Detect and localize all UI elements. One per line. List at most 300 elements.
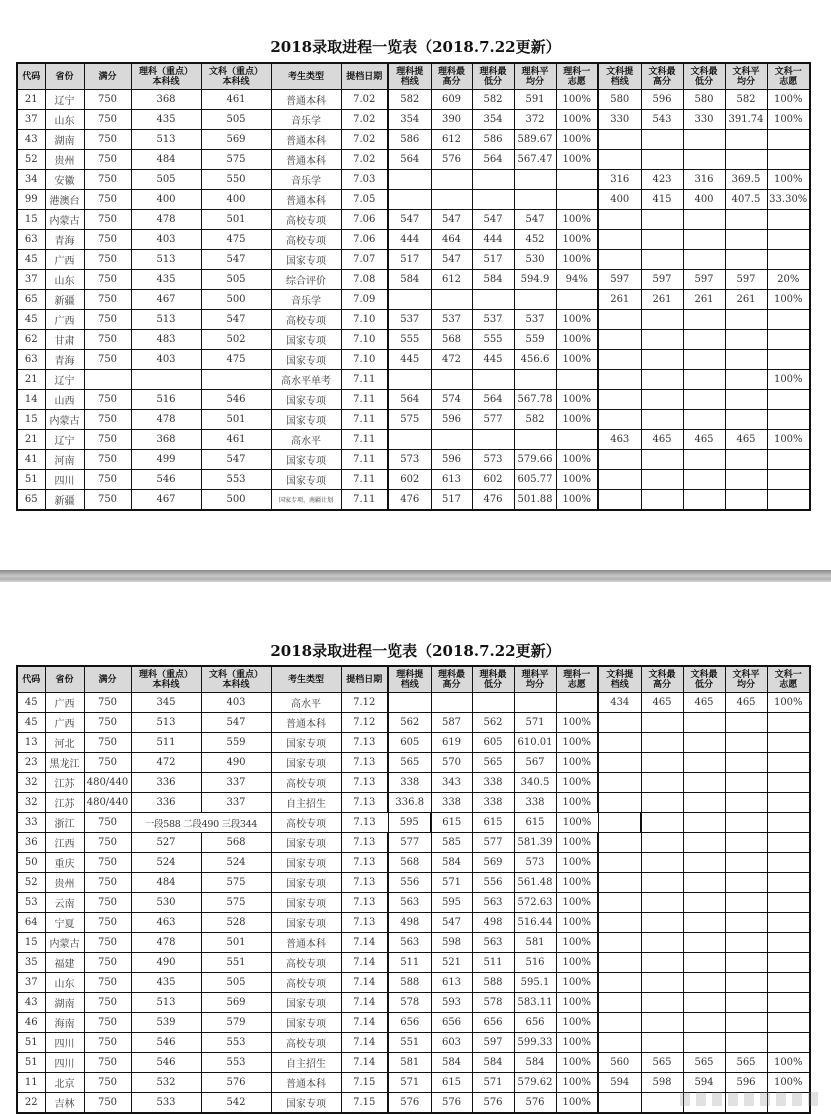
cell-sci-min: 656 — [472, 1013, 514, 1033]
cell-file-date: 7.14 — [341, 1053, 388, 1073]
column-header-student-type: 考生类型 — [271, 666, 341, 693]
cell-sci-first-choice: 100% — [556, 813, 598, 833]
cell-province: 黑龙江 — [45, 753, 84, 773]
cell-file-date: 7.11 — [341, 410, 388, 430]
cell-lib-max — [641, 713, 683, 733]
cell-science-line: 467 — [131, 490, 201, 511]
cell-lib-file-line — [598, 973, 641, 993]
cell-lib-avg — [725, 873, 767, 893]
cell-lib-avg — [725, 350, 767, 370]
cell-lib-file-line — [598, 490, 641, 511]
cell-sci-first-choice: 100% — [556, 90, 598, 110]
cell-lib-max — [641, 470, 683, 490]
cell-sci-min: 537 — [472, 310, 514, 330]
cell-code: 15 — [17, 410, 45, 430]
cell-full-score — [84, 370, 131, 390]
cell-province: 广西 — [45, 250, 84, 270]
cell-science-line: 483 — [131, 330, 201, 350]
cell-sci-max — [431, 190, 472, 210]
cell-liberal-line: 500 — [201, 490, 271, 511]
cell-province: 辽宁 — [45, 90, 84, 110]
cell-sci-first-choice: 100% — [556, 310, 598, 330]
cell-science-line: 478 — [131, 933, 201, 953]
cell-lib-max — [641, 150, 683, 170]
cell-lib-avg: 596 — [725, 1073, 767, 1093]
cell-lib-avg — [725, 893, 767, 913]
cell-code: 34 — [17, 170, 45, 190]
cell-file-date: 7.13 — [341, 813, 388, 833]
cell-lib-file-line — [598, 410, 641, 430]
cell-sci-max: 576 — [431, 1093, 472, 1114]
cell-science-line: 516 — [131, 390, 201, 410]
cell-sci-min: 354 — [472, 110, 514, 130]
cell-lib-min: 565 — [683, 1053, 725, 1073]
cell-code: 63 — [17, 350, 45, 370]
cell-student-type: 高校专项 — [271, 773, 341, 793]
cell-sci-avg: 584 — [514, 1053, 556, 1073]
cell-sci-file-line: 573 — [388, 450, 431, 470]
cell-lib-min — [683, 1013, 725, 1033]
column-header-science-line: 理科（重点） 本科线 — [131, 666, 201, 693]
cell-lib-max — [641, 330, 683, 350]
cell-file-date: 7.13 — [341, 773, 388, 793]
cell-sci-first-choice: 100% — [556, 470, 598, 490]
cell-sci-avg: 456.6 — [514, 350, 556, 370]
cell-lib-min — [683, 490, 725, 511]
cell-sci-file-line: 584 — [388, 270, 431, 290]
cell-lib-first-choice: 33.30% — [767, 190, 810, 210]
cell-file-date: 7.13 — [341, 733, 388, 753]
cell-sci-max: 619 — [431, 733, 472, 753]
column-header-file-date: 提档日期 — [341, 666, 388, 693]
cell-lib-file-line — [598, 350, 641, 370]
cell-full-score: 750 — [84, 290, 131, 310]
cell-full-score: 750 — [84, 430, 131, 450]
cell-student-type: 国家专项 — [271, 250, 341, 270]
cell-sci-min: 586 — [472, 130, 514, 150]
cell-full-score: 750 — [84, 130, 131, 150]
cell-lib-max — [641, 230, 683, 250]
cell-province: 辽宁 — [45, 430, 84, 450]
cell-lib-avg — [725, 390, 767, 410]
cell-lib-file-line: 330 — [598, 110, 641, 130]
cell-sci-max — [431, 370, 472, 390]
cell-lib-min — [683, 793, 725, 813]
cell-sci-avg: 547 — [514, 210, 556, 230]
cell-lib-first-choice — [767, 250, 810, 270]
cell-lib-avg — [725, 150, 767, 170]
cell-sci-avg: 583.11 — [514, 993, 556, 1013]
cell-sci-max: 596 — [431, 410, 472, 430]
cell-code: 51 — [17, 1033, 45, 1053]
cell-sci-max: 547 — [431, 250, 472, 270]
cell-lib-avg — [725, 130, 767, 150]
cell-code: 53 — [17, 893, 45, 913]
cell-sci-file-line: 602 — [388, 470, 431, 490]
cell-lib-min — [683, 370, 725, 390]
cell-sci-file-line: 576 — [388, 1093, 431, 1114]
cell-lib-min — [683, 230, 725, 250]
cell-liberal-line: 475 — [201, 230, 271, 250]
cell-lib-min: 330 — [683, 110, 725, 130]
cell-province: 重庆 — [45, 853, 84, 873]
cell-lib-max: 598 — [641, 1073, 683, 1093]
cell-sci-avg — [514, 170, 556, 190]
cell-file-date: 7.12 — [341, 713, 388, 733]
cell-lib-avg: 407.5 — [725, 190, 767, 210]
cell-code: 45 — [17, 693, 45, 713]
cell-liberal-line: 546 — [201, 390, 271, 410]
cell-student-type: 国家专项 — [271, 993, 341, 1013]
cell-lib-max — [641, 873, 683, 893]
cell-lib-file-line: 400 — [598, 190, 641, 210]
cell-file-date: 7.05 — [341, 190, 388, 210]
table-row — [17, 833, 810, 853]
cell-lib-max — [641, 410, 683, 430]
cell-sci-avg: 581.39 — [514, 833, 556, 853]
cell-science-line: 435 — [131, 270, 201, 290]
cell-sci-avg: 605.77 — [514, 470, 556, 490]
cell-sci-min — [472, 190, 514, 210]
cell-file-date: 7.02 — [341, 150, 388, 170]
cell-code: 52 — [17, 150, 45, 170]
cell-lib-first-choice — [767, 833, 810, 853]
cell-lib-file-line: 463 — [598, 430, 641, 450]
cell-file-date: 7.10 — [341, 350, 388, 370]
cell-lib-avg: 391.74 — [725, 110, 767, 130]
cell-lib-file-line — [598, 230, 641, 250]
cell-liberal-line: 501 — [201, 410, 271, 430]
table-row — [17, 310, 810, 330]
cell-lib-max: 261 — [641, 290, 683, 310]
cell-lib-avg — [725, 953, 767, 973]
cell-science-line: 345 — [131, 693, 201, 713]
cell-science-line: 513 — [131, 130, 201, 150]
cell-sci-first-choice: 100% — [556, 793, 598, 813]
cell-sci-file-line: 582 — [388, 90, 431, 110]
cell-code: 65 — [17, 290, 45, 310]
cell-lib-avg — [725, 1033, 767, 1053]
cell-student-type: 国家专项 — [271, 753, 341, 773]
cell-lib-max — [641, 1093, 683, 1114]
cell-sci-first-choice: 100% — [556, 873, 598, 893]
cell-full-score: 750 — [84, 190, 131, 210]
cell-lib-first-choice: 100% — [767, 370, 810, 390]
cell-liberal-line: 490 — [201, 753, 271, 773]
cell-sci-file-line: 354 — [388, 110, 431, 130]
cell-code: 45 — [17, 250, 45, 270]
cell-lib-max — [641, 933, 683, 953]
cell-sci-max: 656 — [431, 1013, 472, 1033]
column-header-lib-avg: 文科平 均分 — [725, 63, 767, 90]
cell-sci-file-line: 586 — [388, 130, 431, 150]
cell-science-line: 499 — [131, 450, 201, 470]
cell-liberal-line: 575 — [201, 150, 271, 170]
cell-province: 港澳台 — [45, 190, 84, 210]
table-row — [17, 370, 810, 390]
cell-full-score: 750 — [84, 1093, 131, 1114]
cell-sci-max: 537 — [431, 310, 472, 330]
column-header-sci-min: 理科最 低分 — [472, 666, 514, 693]
cell-sci-min: 555 — [472, 330, 514, 350]
cell-lib-file-line — [598, 813, 641, 833]
cell-full-score: 750 — [84, 490, 131, 511]
cell-liberal-line: 547 — [201, 250, 271, 270]
cell-science-line: 一段588 二段490 三段344 — [131, 813, 271, 833]
cell-lib-avg: 582 — [725, 90, 767, 110]
cell-sci-first-choice: 100% — [556, 1033, 598, 1053]
cell-lib-min — [683, 210, 725, 230]
cell-province: 四川 — [45, 1053, 84, 1073]
cell-file-date: 7.14 — [341, 933, 388, 953]
cell-science-line: 463 — [131, 913, 201, 933]
cell-full-score: 750 — [84, 390, 131, 410]
cell-full-score: 750 — [84, 110, 131, 130]
cell-lib-min — [683, 833, 725, 853]
cell-code: 21 — [17, 430, 45, 450]
cell-province: 云南 — [45, 893, 84, 913]
column-header-lib-max: 文科最 高分 — [641, 666, 683, 693]
cell-sci-avg: 567.78 — [514, 390, 556, 410]
cell-full-score: 750 — [84, 973, 131, 993]
cell-lib-file-line — [598, 853, 641, 873]
cell-sci-avg: 340.5 — [514, 773, 556, 793]
cell-full-score: 750 — [84, 953, 131, 973]
cell-sci-max: 603 — [431, 1033, 472, 1053]
cell-lib-file-line — [598, 390, 641, 410]
cell-liberal-line: 505 — [201, 270, 271, 290]
cell-lib-avg — [725, 733, 767, 753]
cell-lib-file-line — [598, 450, 641, 470]
cell-sci-min: 573 — [472, 450, 514, 470]
cell-lib-avg — [725, 1013, 767, 1033]
cell-full-score: 750 — [84, 1053, 131, 1073]
cell-lib-first-choice: 20% — [767, 270, 810, 290]
cell-sci-file-line — [388, 370, 431, 390]
cell-sci-avg: 595.1 — [514, 973, 556, 993]
cell-province: 湖南 — [45, 993, 84, 1013]
cell-lib-file-line — [598, 793, 641, 813]
cell-sci-avg: 572.63 — [514, 893, 556, 913]
cell-lib-avg — [725, 210, 767, 230]
cell-liberal-line: 547 — [201, 713, 271, 733]
cell-science-line: 336 — [131, 793, 201, 813]
cell-lib-max — [641, 250, 683, 270]
cell-file-date: 7.13 — [341, 793, 388, 813]
cell-lib-first-choice — [767, 230, 810, 250]
cell-student-type: 高水平单考 — [271, 370, 341, 390]
cell-lib-file-line — [598, 933, 641, 953]
table-row — [17, 430, 810, 450]
cell-lib-min — [683, 130, 725, 150]
cell-lib-first-choice — [767, 773, 810, 793]
column-header-lib-avg: 文科平 均分 — [725, 666, 767, 693]
cell-lib-min — [683, 390, 725, 410]
column-header-sci-max: 理科最 高分 — [431, 63, 472, 90]
cell-lib-file-line — [598, 250, 641, 270]
cell-sci-file-line — [388, 290, 431, 310]
cell-province: 山西 — [45, 390, 84, 410]
cell-full-score: 750 — [84, 470, 131, 490]
cell-sci-first-choice — [556, 170, 598, 190]
cell-lib-avg — [725, 853, 767, 873]
cell-science-line: 435 — [131, 973, 201, 993]
cell-student-type: 国家专项 — [271, 733, 341, 753]
cell-science-line: 403 — [131, 350, 201, 370]
cell-science-line: 490 — [131, 953, 201, 973]
cell-sci-file-line: 565 — [388, 753, 431, 773]
cell-student-type: 高水平 — [271, 430, 341, 450]
table-row — [17, 170, 810, 190]
cell-province: 河北 — [45, 733, 84, 753]
cell-sci-file-line: 568 — [388, 853, 431, 873]
cell-code: 11 — [17, 1073, 45, 1093]
cell-lib-min — [683, 1033, 725, 1053]
cell-file-date: 7.07 — [341, 250, 388, 270]
cell-student-type: 国家专项 — [271, 470, 341, 490]
cell-sci-min: 564 — [472, 390, 514, 410]
cell-lib-file-line — [598, 310, 641, 330]
cell-lib-first-choice — [767, 330, 810, 350]
cell-province: 海南 — [45, 1013, 84, 1033]
cell-lib-first-choice — [767, 1013, 810, 1033]
cell-student-type: 自主招生 — [271, 1053, 341, 1073]
cell-lib-first-choice — [767, 410, 810, 430]
cell-liberal-line: 500 — [201, 290, 271, 310]
cell-lib-max — [641, 833, 683, 853]
cell-sci-min: 565 — [472, 753, 514, 773]
admission-table — [16, 62, 811, 511]
cell-lib-file-line — [598, 873, 641, 893]
cell-sci-min: 564 — [472, 150, 514, 170]
cell-sci-file-line: 338 — [388, 773, 431, 793]
cell-full-score: 750 — [84, 1073, 131, 1093]
cell-sci-first-choice: 100% — [556, 350, 598, 370]
cell-sci-file-line: 562 — [388, 713, 431, 733]
cell-sci-max: 576 — [431, 150, 472, 170]
cell-code: 37 — [17, 973, 45, 993]
cell-sci-max: 615 — [431, 1073, 472, 1093]
cell-lib-first-choice — [767, 993, 810, 1013]
cell-full-score: 750 — [84, 933, 131, 953]
cell-code: 99 — [17, 190, 45, 210]
cell-sci-min: 602 — [472, 470, 514, 490]
cell-code: 23 — [17, 753, 45, 773]
cell-liberal-line: 505 — [201, 110, 271, 130]
cell-sci-min: 584 — [472, 270, 514, 290]
cell-science-line: 546 — [131, 1033, 201, 1053]
cell-science-line: 546 — [131, 1053, 201, 1073]
cell-liberal-line: 547 — [201, 450, 271, 470]
cell-sci-min — [472, 693, 514, 713]
column-header-student-type: 考生类型 — [271, 63, 341, 90]
cell-sci-file-line: 656 — [388, 1013, 431, 1033]
cell-full-score: 750 — [84, 250, 131, 270]
cell-code: 15 — [17, 933, 45, 953]
table-row — [17, 733, 810, 753]
cell-full-score: 750 — [84, 270, 131, 290]
cell-sci-file-line: 563 — [388, 893, 431, 913]
cell-lib-min: 597 — [683, 270, 725, 290]
cell-sci-first-choice — [556, 370, 598, 390]
cell-province: 新疆 — [45, 490, 84, 511]
cell-lib-avg — [725, 913, 767, 933]
cell-lib-avg — [725, 933, 767, 953]
cell-code: 14 — [17, 390, 45, 410]
cell-sci-max: 574 — [431, 390, 472, 410]
column-header-sci-first-choice: 理科一 志愿 — [556, 63, 598, 90]
cell-lib-min — [683, 893, 725, 913]
cell-sci-max: 547 — [431, 210, 472, 230]
cell-file-date: 7.13 — [341, 913, 388, 933]
cell-sci-file-line: 336.8 — [388, 793, 431, 813]
cell-lib-max — [641, 1033, 683, 1053]
cell-student-type: 高校专项 — [271, 1033, 341, 1053]
cell-sci-min: 571 — [472, 1073, 514, 1093]
cell-province: 四川 — [45, 470, 84, 490]
cell-lib-min — [683, 953, 725, 973]
column-header-sci-first-choice: 理科一 志愿 — [556, 666, 598, 693]
column-header-code: 代码 — [17, 666, 45, 693]
cell-code: 32 — [17, 773, 45, 793]
cell-sci-max: 571 — [431, 873, 472, 893]
cell-lib-max — [641, 350, 683, 370]
cell-code: 33 — [17, 813, 45, 833]
cell-full-score: 750 — [84, 310, 131, 330]
cell-sci-min — [472, 170, 514, 190]
cell-province: 广西 — [45, 693, 84, 713]
cell-sci-file-line: 555 — [388, 330, 431, 350]
cell-sci-file-line: 445 — [388, 350, 431, 370]
cell-full-score: 480/440 — [84, 793, 131, 813]
cell-sci-min: 556 — [472, 873, 514, 893]
cell-sci-min: 517 — [472, 250, 514, 270]
column-header-file-date: 提档日期 — [341, 63, 388, 90]
cell-full-score: 750 — [84, 410, 131, 430]
cell-sci-avg — [514, 370, 556, 390]
cell-lib-max — [641, 370, 683, 390]
cell-code: 62 — [17, 330, 45, 350]
cell-code: 35 — [17, 953, 45, 973]
cell-code: 63 — [17, 230, 45, 250]
cell-sci-avg: 591 — [514, 90, 556, 110]
cell-student-type: 高校专项 — [271, 813, 341, 833]
cell-sci-max: 613 — [431, 973, 472, 993]
cell-file-date: 7.14 — [341, 953, 388, 973]
cell-student-type: 综合评价 — [271, 270, 341, 290]
cell-sci-first-choice: 100% — [556, 1073, 598, 1093]
table-row — [17, 410, 810, 430]
cell-sci-first-choice: 100% — [556, 210, 598, 230]
cell-lib-first-choice — [767, 753, 810, 773]
table-row — [17, 390, 810, 410]
cell-sci-avg: 452 — [514, 230, 556, 250]
cell-science-line: 524 — [131, 853, 201, 873]
cell-liberal-line: 575 — [201, 893, 271, 913]
cell-lib-file-line: 316 — [598, 170, 641, 190]
cell-file-date: 7.13 — [341, 873, 388, 893]
cell-sci-min: 338 — [472, 773, 514, 793]
cell-lib-max — [641, 793, 683, 813]
cell-lib-first-choice: 100% — [767, 170, 810, 190]
column-header-lib-max: 文科最 高分 — [641, 63, 683, 90]
cell-lib-file-line — [598, 330, 641, 350]
cell-lib-first-choice — [767, 350, 810, 370]
cell-sci-min — [472, 370, 514, 390]
cell-full-score: 750 — [84, 330, 131, 350]
cell-sci-avg: 581 — [514, 933, 556, 953]
cell-sci-first-choice: 100% — [556, 150, 598, 170]
